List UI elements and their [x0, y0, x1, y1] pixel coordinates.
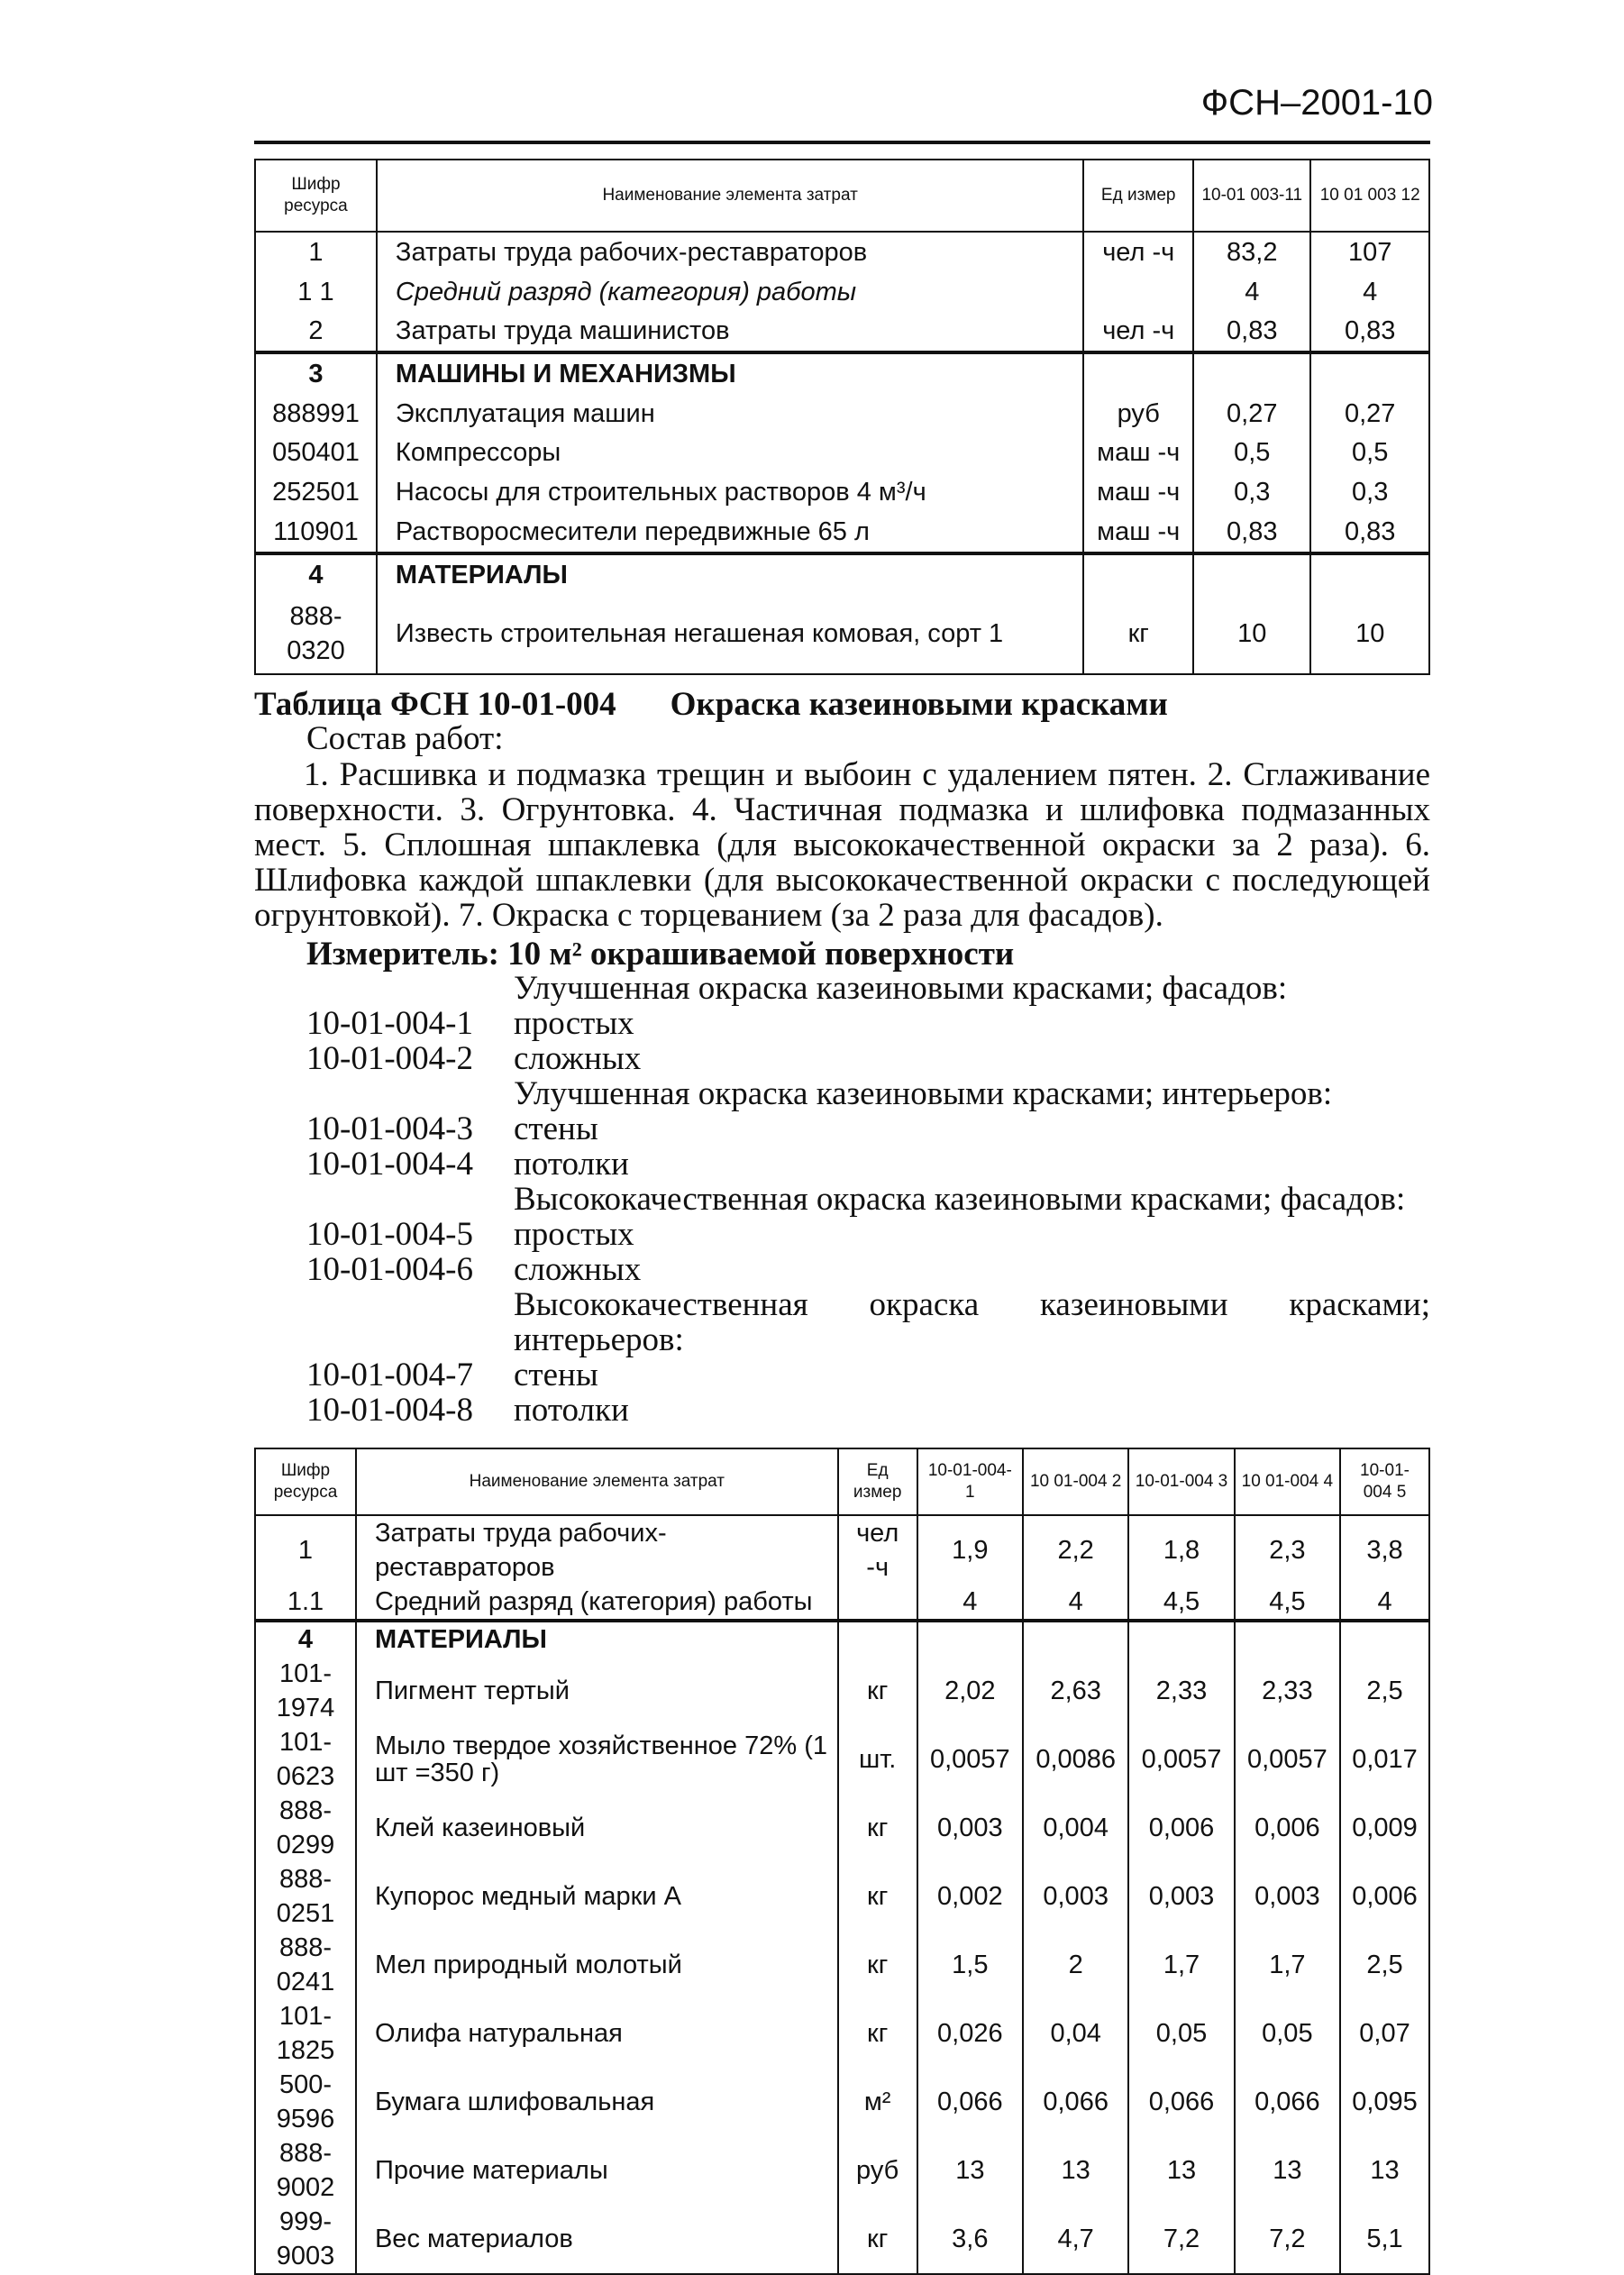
cell-value: 4	[1340, 1585, 1429, 1621]
header-col3: 10-01-004 3	[1128, 1448, 1234, 1515]
cell-value: 7,2	[1128, 2205, 1234, 2274]
cell-unit: руб	[838, 2136, 917, 2205]
cell-code: 1.1	[255, 1585, 356, 1621]
cell-value: 1,5	[917, 1931, 1023, 1999]
cell-value: 0,27	[1310, 394, 1429, 434]
variant-code: 10-01-004-4	[306, 1146, 473, 1183]
cell-code: 101-1974	[255, 1657, 356, 1725]
cell-value: 0,0086	[1023, 1725, 1128, 1794]
variant-item	[254, 1393, 1430, 1428]
composition-label: Состав работ:	[306, 720, 504, 757]
cell-value: 4	[1193, 272, 1310, 312]
cell-value: 13	[1340, 2136, 1429, 2205]
cell-value: 0,002	[917, 1862, 1023, 1931]
table-row	[255, 1931, 1429, 1999]
cell-value: 0,0057	[1128, 1725, 1234, 1794]
cell-name: Бумага шлифовальная	[356, 2068, 838, 2136]
cell-value: 2,33	[1128, 1657, 1234, 1725]
cell-unit: кг	[838, 1999, 917, 2068]
resources-table-003	[254, 159, 1430, 675]
variant-text: стены	[514, 1110, 598, 1147]
variant-text: простых	[514, 1216, 634, 1253]
cell-value: 0,3	[1193, 472, 1310, 512]
table-row	[255, 1725, 1429, 1794]
cell-value: 3,8	[1340, 1515, 1429, 1585]
cell-value: 1,8	[1128, 1515, 1234, 1585]
section-row	[255, 553, 1429, 595]
variant-text: стены	[514, 1357, 598, 1393]
cell-unit	[838, 1585, 917, 1621]
cell-name: Насосы для строительных растворов 4 м³/ч	[377, 472, 1083, 512]
cell-name: Вес материалов	[356, 2205, 838, 2274]
cell-value: 0,026	[917, 1999, 1023, 2068]
cell-unit	[1083, 553, 1193, 595]
header-col2: 10 01 003 12	[1310, 160, 1429, 232]
cell-value: 0,0057	[1235, 1725, 1340, 1794]
variant-item	[254, 1252, 1430, 1287]
section-heading: МАТЕРИАЛЫ	[356, 1621, 838, 1657]
variant-text: потолки	[514, 1392, 629, 1429]
cell-name: Мыло твердое хозяйственное 72% (1 шт =350 г)	[356, 1725, 838, 1794]
cell-code: 888-0251	[255, 1862, 356, 1931]
cell-value	[1340, 1621, 1429, 1657]
cell-unit: чел -ч	[838, 1515, 917, 1585]
variant-code: 10-01-004-7	[306, 1357, 473, 1393]
variant-code: 10-01-004-6	[306, 1251, 473, 1288]
cell-value: 10	[1193, 595, 1310, 674]
variant-item	[254, 1217, 1430, 1252]
header-col4: 10 01-004 4	[1235, 1448, 1340, 1515]
cell-value: 0,5	[1193, 434, 1310, 473]
cell-name: Олифа натуральная	[356, 1999, 838, 2068]
cell-value: 2,02	[917, 1657, 1023, 1725]
cell-value: 0,066	[1128, 2068, 1234, 2136]
cell-unit: шт.	[838, 1725, 917, 1794]
cell-value: 0,3	[1310, 472, 1429, 512]
cell-code: 101-0623	[255, 1725, 356, 1794]
cell-unit	[838, 1621, 917, 1657]
variant-text: простых	[514, 1005, 634, 1042]
table-row	[255, 232, 1429, 272]
cell-value: 0,003	[1128, 1862, 1234, 1931]
cell-value: 2	[1023, 1931, 1128, 1999]
cell-value: 0,05	[1235, 1999, 1340, 2068]
cell-code: 500-9596	[255, 2068, 356, 2136]
cell-unit: чел -ч	[1083, 311, 1193, 352]
cell-value: 83,2	[1193, 232, 1310, 272]
cell-value: 13	[1128, 2136, 1234, 2205]
cell-value: 0,83	[1310, 512, 1429, 553]
header-col1: 10-01 003-11	[1193, 160, 1310, 232]
cell-value	[1310, 553, 1429, 595]
composition-text: 1. Расшивка и подмазка трещин и выбоин с удалением пятен. 2. Сглаживание поверхности. 3. Огрунтовка. 4. Частичная подмазка и шлифовка подмазанных мест. 5. Сплошная шпаклевка (для высококачественной окраски за 2 раза). 6. Шлифовка каждой шпаклевки (для высококачественной окраски с последующей огрунтовкой). 7. Окраска с торцеванием (за 2 раза для фасадов).	[254, 756, 1430, 934]
cell-unit: чел -ч	[1083, 232, 1193, 272]
variant-text: потолки	[514, 1146, 629, 1183]
cell-value: 0,07	[1340, 1999, 1429, 2068]
cell-code: 101-1825	[255, 1999, 356, 2068]
cell-code: 888-9002	[255, 2136, 356, 2205]
cell-value: 4	[1310, 272, 1429, 312]
cell-value	[1023, 1621, 1128, 1657]
cell-code: 1	[255, 1515, 356, 1585]
cell-value: 3,6	[917, 2205, 1023, 2274]
variant-item	[254, 1147, 1430, 1182]
cell-value	[1235, 1621, 1340, 1657]
cell-unit: маш -ч	[1083, 472, 1193, 512]
variant-item	[254, 1111, 1430, 1147]
cell-value: 0,017	[1340, 1725, 1429, 1794]
cell-value	[1193, 553, 1310, 595]
header-code: Шифр ресурса	[255, 160, 377, 232]
cell-name: Средний разряд (категория) работы	[377, 272, 1083, 312]
cell-value: 0,0057	[917, 1725, 1023, 1794]
cell-value: 10	[1310, 595, 1429, 674]
cell-unit	[1083, 272, 1193, 312]
cell-unit: кг	[838, 1794, 917, 1862]
header-code: Шифр ресурса	[255, 1448, 356, 1515]
cell-code: 888-0241	[255, 1931, 356, 1999]
cell-value: 0,05	[1128, 1999, 1234, 2068]
cell-name: Затраты труда рабочих-реставраторов	[377, 232, 1083, 272]
cell-value: 1,9	[917, 1515, 1023, 1585]
cell-unit: маш -ч	[1083, 512, 1193, 553]
table-header-row	[255, 1448, 1429, 1515]
cell-name: Купорос медный марки А	[356, 1862, 838, 1931]
cell-name: Затраты труда машинистов	[377, 311, 1083, 352]
variant-item	[254, 1006, 1430, 1041]
cell-value: 0,04	[1023, 1999, 1128, 2068]
cell-value: 0,006	[1128, 1794, 1234, 1862]
cell-value: 2,5	[1340, 1931, 1429, 1999]
cell-value: 4,7	[1023, 2205, 1128, 2274]
header-rule	[254, 141, 1430, 144]
section-row	[255, 352, 1429, 394]
cell-unit: м²	[838, 2068, 917, 2136]
cell-value: 2,5	[1340, 1657, 1429, 1725]
cell-unit: маш -ч	[1083, 434, 1193, 473]
cell-value: 0,004	[1023, 1794, 1128, 1862]
table-row	[255, 311, 1429, 352]
variant-text: сложных	[514, 1251, 642, 1288]
cell-value: 0,095	[1340, 2068, 1429, 2136]
cell-value: 1,7	[1235, 1931, 1340, 1999]
header-unit: Ед измер	[838, 1448, 917, 1515]
table-row	[255, 2136, 1429, 2205]
cell-value	[1310, 352, 1429, 394]
cell-value: 1,7	[1128, 1931, 1234, 1999]
cell-value: 13	[917, 2136, 1023, 2205]
measure-unit: Измеритель: 10 м² окрашиваемой поверхности	[306, 936, 1015, 973]
cell-unit: кг	[838, 2205, 917, 2274]
page-header-code: ФСН–2001-10	[1200, 83, 1433, 123]
cell-value: 13	[1023, 2136, 1128, 2205]
header-unit: Ед измер	[1083, 160, 1193, 232]
variant-group-heading: Высококачественная окраска казеиновыми красками; интерьеров:	[514, 1286, 1430, 1358]
cell-value: 2,2	[1023, 1515, 1128, 1585]
table-row	[255, 1999, 1429, 2068]
table-row	[255, 1585, 1429, 1621]
cell-value: 0,5	[1310, 434, 1429, 473]
cell-name: Мел природный молотый	[356, 1931, 838, 1999]
cell-code: 888-0299	[255, 1794, 356, 1862]
cell-value: 2,63	[1023, 1657, 1128, 1725]
cell-value: 0,83	[1310, 311, 1429, 352]
cell-code: 999-9003	[255, 2205, 356, 2274]
variant-code: 10-01-004-3	[306, 1110, 473, 1147]
cell-name: Эксплуатация машин	[377, 394, 1083, 434]
variant-code: 10-01-004-8	[306, 1392, 473, 1429]
cell-unit: кг	[838, 1931, 917, 1999]
cell-code: 3	[255, 352, 377, 394]
cell-name: Затраты труда рабочих-реставраторов	[356, 1515, 838, 1585]
variants-list	[254, 971, 1430, 1428]
cell-value: 0,066	[917, 2068, 1023, 2136]
cell-value	[917, 1621, 1023, 1657]
cell-name: Прочие материалы	[356, 2136, 838, 2205]
cell-name: Известь строительная негашеная комовая, сорт 1	[377, 595, 1083, 674]
cell-value: 5,1	[1340, 2205, 1429, 2274]
table-header-row	[255, 160, 1429, 232]
table-row	[255, 1794, 1429, 1862]
cell-value: 0,009	[1340, 1794, 1429, 1862]
header-name: Наименование элемента затрат	[377, 160, 1083, 232]
variant-group-heading: Улучшенная окраска казеиновыми красками; интерьеров:	[514, 1075, 1333, 1112]
section-row	[255, 1621, 1429, 1657]
cell-value: 107	[1310, 232, 1429, 272]
cell-value: 4,5	[1128, 1585, 1234, 1621]
table-row	[255, 2068, 1429, 2136]
cell-code: 888991	[255, 394, 377, 434]
cell-value: 0,27	[1193, 394, 1310, 434]
cell-unit: кг	[1083, 595, 1193, 674]
cell-value: 2,33	[1235, 1657, 1340, 1725]
variant-item	[254, 1357, 1430, 1393]
table-row	[255, 512, 1429, 553]
cell-code: 110901	[255, 512, 377, 553]
cell-value: 13	[1235, 2136, 1340, 2205]
header-col5: 10-01-004 5	[1340, 1448, 1429, 1515]
variant-group-heading: Улучшенная окраска казеиновыми красками; фасадов:	[514, 970, 1288, 1007]
cell-value: 0,006	[1340, 1862, 1429, 1931]
cell-unit: кг	[838, 1862, 917, 1931]
table-name: Окраска казеиновыми красками	[670, 686, 1168, 723]
header-col2: 10 01-004 2	[1023, 1448, 1128, 1515]
cell-value: 0,83	[1193, 512, 1310, 553]
variant-code: 10-01-004-5	[306, 1216, 473, 1253]
cell-name: Средний разряд (категория) работы	[356, 1585, 838, 1621]
cell-code: 1	[255, 232, 377, 272]
table-label: Таблица ФСН 10-01-004	[254, 686, 616, 723]
cell-code: 1 1	[255, 272, 377, 312]
cell-value: 4	[917, 1585, 1023, 1621]
variant-code: 10-01-004-1	[306, 1005, 473, 1042]
header-col1: 10-01-004-1	[917, 1448, 1023, 1515]
table-row	[255, 272, 1429, 312]
cell-unit: руб	[1083, 394, 1193, 434]
table-row	[255, 1657, 1429, 1725]
variant-code: 10-01-004-2	[306, 1040, 473, 1077]
cell-value: 0,066	[1235, 2068, 1340, 2136]
cell-name: Растворосмесители передвижные 65 л	[377, 512, 1083, 553]
cell-value: 7,2	[1235, 2205, 1340, 2274]
table-title	[254, 685, 1168, 724]
header-name: Наименование элемента затрат	[356, 1448, 838, 1515]
table-row	[255, 434, 1429, 473]
cell-code: 888-0320	[255, 595, 377, 674]
cell-value: 0,003	[917, 1794, 1023, 1862]
cell-code: 4	[255, 1621, 356, 1657]
section-heading: МАТЕРИАЛЫ	[377, 553, 1083, 595]
cell-value: 4	[1023, 1585, 1128, 1621]
cell-name: Компрессоры	[377, 434, 1083, 473]
cell-value: 0,003	[1235, 1862, 1340, 1931]
table-row	[255, 472, 1429, 512]
table-row	[255, 1862, 1429, 1931]
table-row	[255, 394, 1429, 434]
cell-value: 2,3	[1235, 1515, 1340, 1585]
table-row	[255, 595, 1429, 674]
cell-value: 4,5	[1235, 1585, 1340, 1621]
cell-value	[1193, 352, 1310, 394]
variant-text: сложных	[514, 1040, 642, 1077]
cell-code: 050401	[255, 434, 377, 473]
cell-value: 0,83	[1193, 311, 1310, 352]
cell-code: 252501	[255, 472, 377, 512]
cell-code: 2	[255, 311, 377, 352]
cell-value: 0,006	[1235, 1794, 1340, 1862]
cell-unit: кг	[838, 1657, 917, 1725]
table-row	[255, 1515, 1429, 1585]
cell-unit	[1083, 352, 1193, 394]
section-heading: МАШИНЫ И МЕХАНИЗМЫ	[377, 352, 1083, 394]
resources-table-004	[254, 1448, 1430, 2275]
cell-value: 0,066	[1023, 2068, 1128, 2136]
variant-item	[254, 1041, 1430, 1076]
cell-name: Пигмент тертый	[356, 1657, 838, 1725]
cell-name: Клей казеиновый	[356, 1794, 838, 1862]
cell-value: 0,003	[1023, 1862, 1128, 1931]
table-row	[255, 2205, 1429, 2274]
cell-value	[1128, 1621, 1234, 1657]
cell-code: 4	[255, 553, 377, 595]
variant-group-heading: Высококачественная окраска казеиновыми красками; фасадов:	[514, 1181, 1406, 1218]
